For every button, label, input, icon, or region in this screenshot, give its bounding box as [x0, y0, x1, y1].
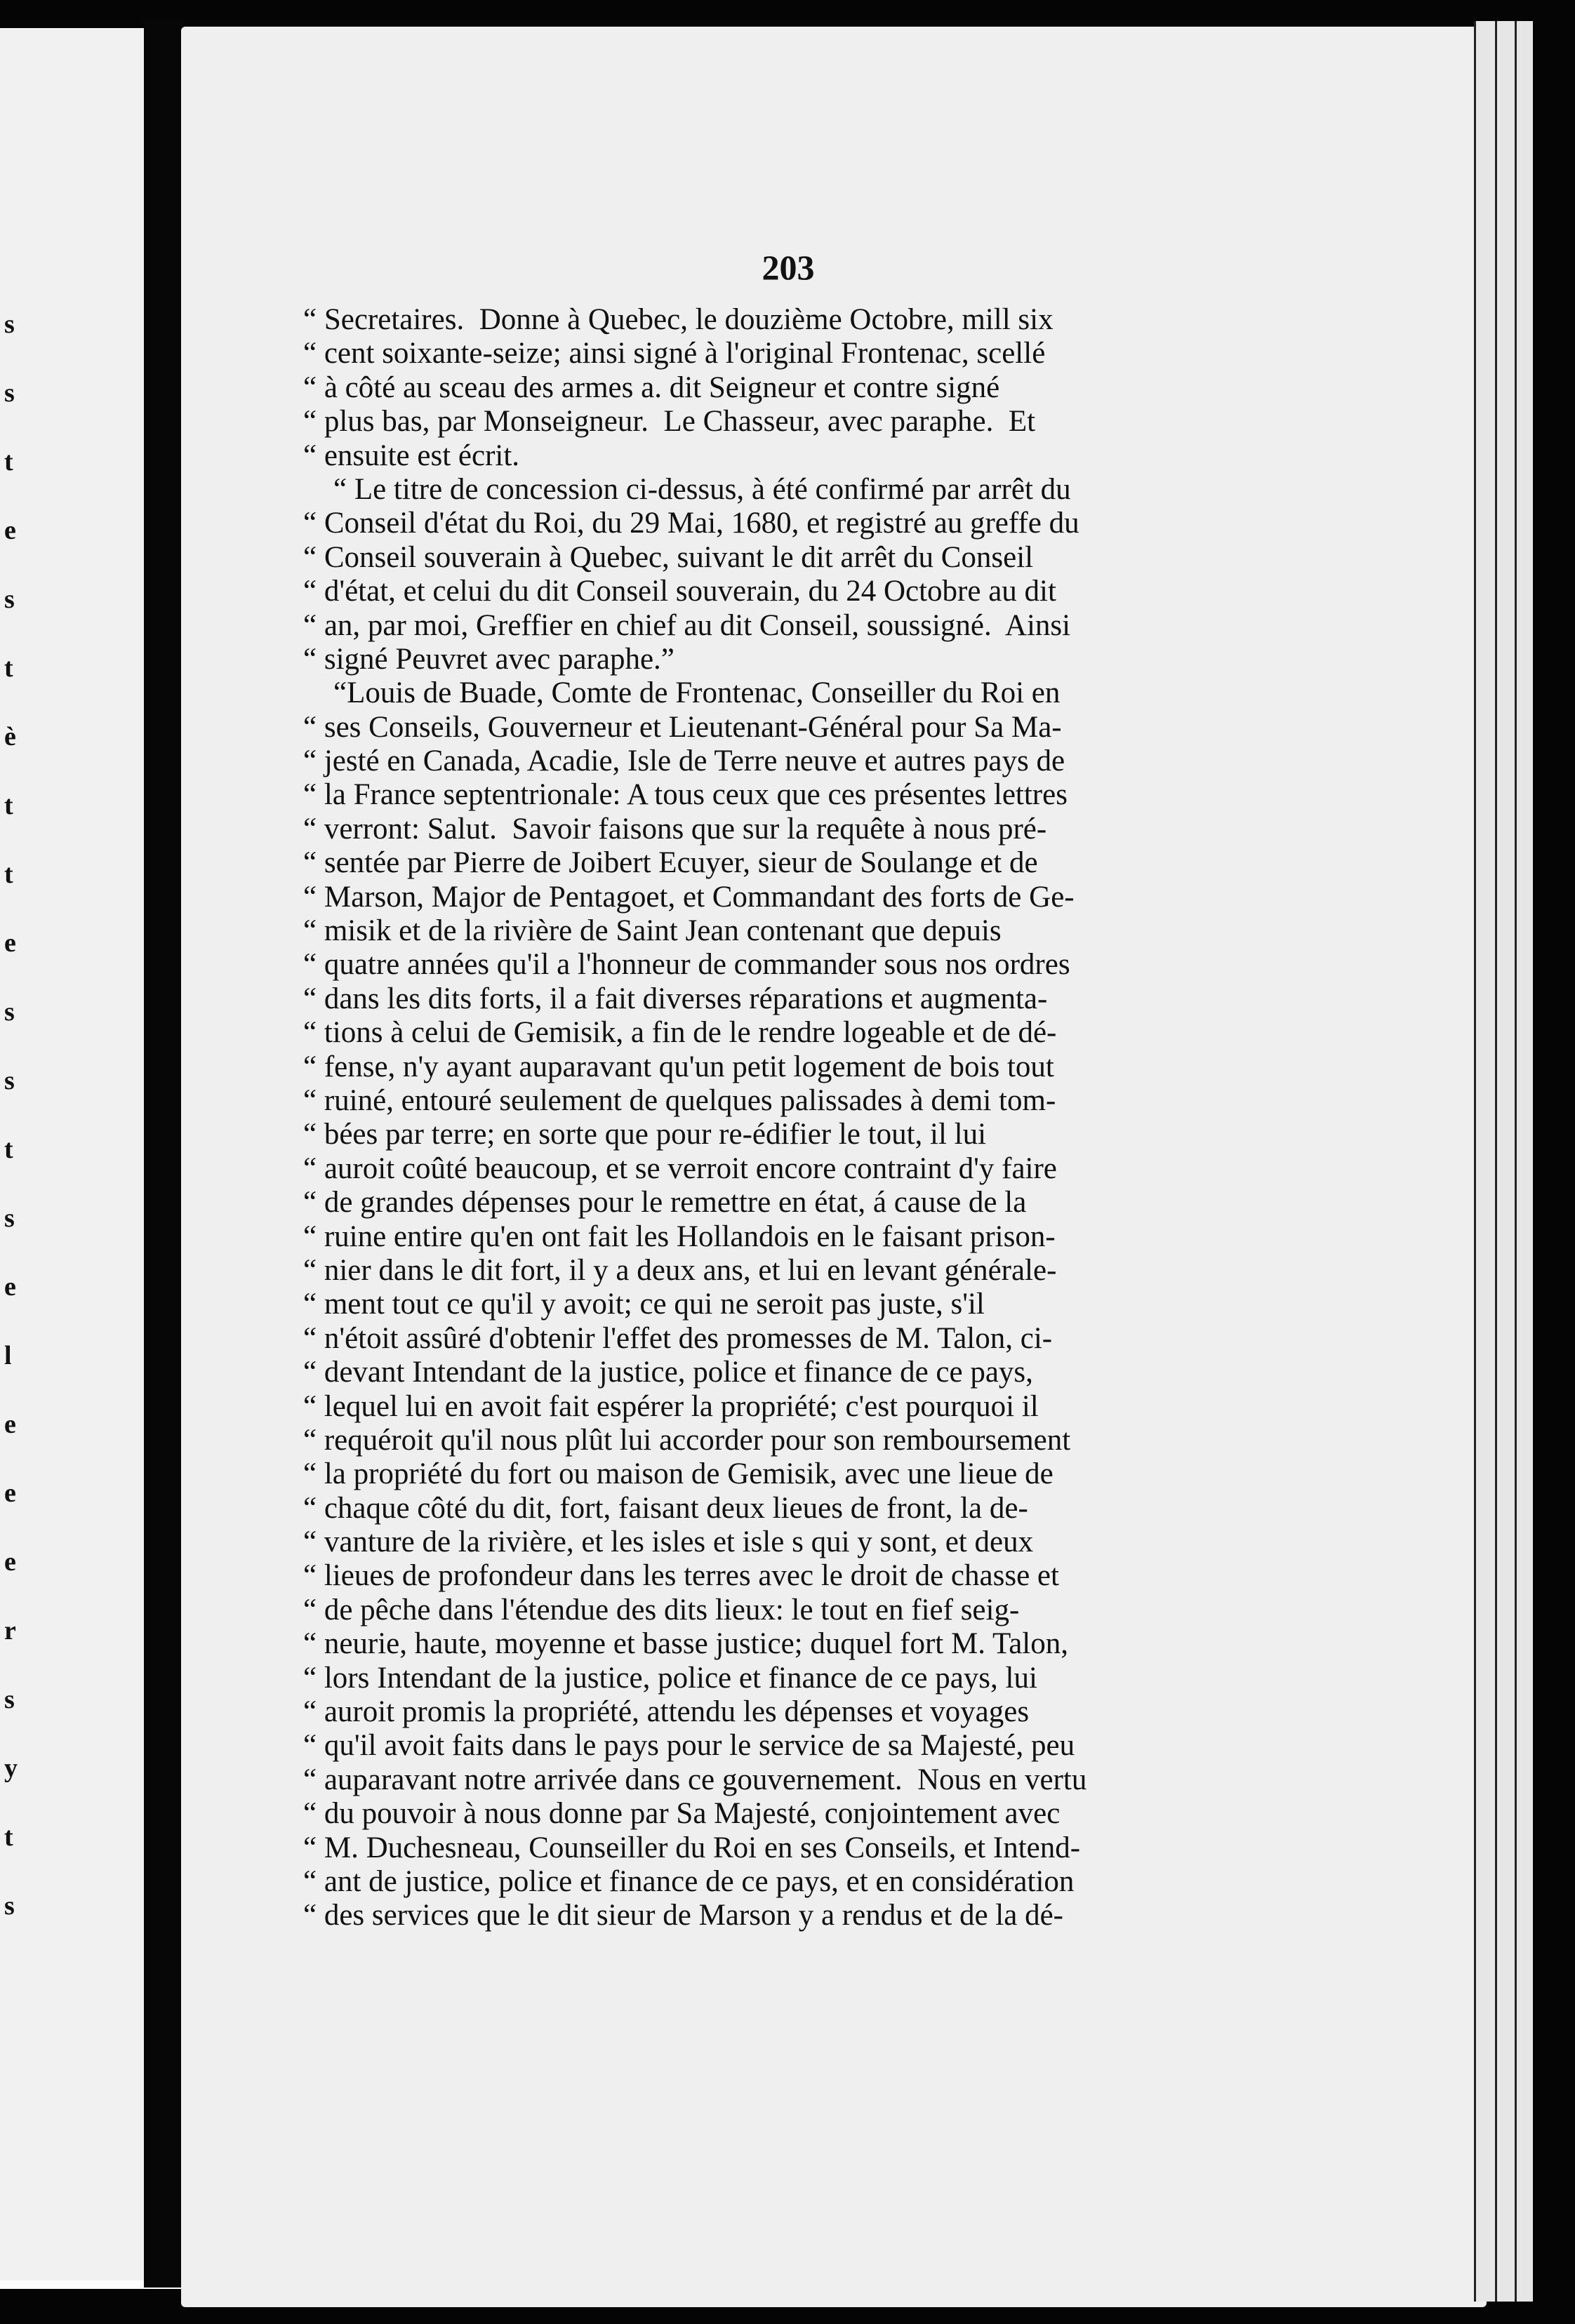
book-gutter — [144, 21, 185, 2288]
text-line: “ ruiné, entouré seulement de quelques palissades à demi tom- — [303, 1083, 1056, 1117]
page-number: 203 — [762, 248, 815, 287]
facing-page-fragment: s — [4, 309, 15, 339]
text-line: “ Secretaires. Donne à Quebec, le douzième Octobre, mill six — [303, 303, 1054, 336]
text-line: “ dans les dits forts, il a fait diverses réparations et augmenta- — [303, 982, 1048, 1015]
text-line: “ auroit coûté beaucoup, et se verroit encore contraint d'y faire — [303, 1151, 1057, 1185]
text-line: “ Marson, Major de Pentagoet, et Commandant des forts de Ge- — [303, 880, 1075, 914]
text-line: “ Conseil souverain à Quebec, suivant le dit arrêt du Conseil — [303, 540, 1034, 574]
page-edge-3 — [1515, 21, 1535, 2302]
text-line: “ qu'il avoit faits dans le pays pour le service de sa Majesté, peu — [303, 1729, 1075, 1763]
text-line: “ de grandes dépenses pour le remettre en état, á cause de la — [303, 1186, 1027, 1220]
facing-page-fragment: r — [4, 1616, 16, 1645]
text-line: “ tions à celui de Gemisik, a fin de le rendre logeable et de dé- — [303, 1016, 1057, 1050]
page-edge-1 — [1474, 21, 1497, 2302]
facing-page-fragment: e — [4, 1547, 16, 1577]
body-text — [303, 303, 1251, 1933]
text-line: “ ant de justice, police et finance de ce pays, et en considération — [303, 1864, 1075, 1898]
facing-page-fragment: e — [4, 928, 16, 958]
page-edge-2 — [1495, 21, 1517, 2302]
text-line: “ neurie, haute, moyenne et basse justice; duquel fort M. Talon, — [303, 1627, 1068, 1661]
text-line: “ des services que le dit sieur de Marson y a rendus et de la dé- — [303, 1899, 1063, 1932]
text-line: “ misik et de la rivière de Saint Jean contenant que depuis — [303, 914, 1002, 948]
facing-page-fragment: s — [4, 585, 15, 614]
facing-page-fragment: è — [4, 722, 16, 752]
text-line: “ nier dans le dit fort, il y a deux ans, et lui en levant générale- — [303, 1253, 1057, 1287]
text-line: “ ses Conseils, Gouverneur et Lieutenant-Général pour Sa Ma- — [303, 710, 1062, 744]
facing-page-fragment: e — [4, 1272, 16, 1302]
text-line: “ n'étoit assûré d'obtenir l'effet des promesses de M. Talon, ci- — [303, 1321, 1053, 1355]
text-line: “ requéroit qu'il nous plût lui accorder pour son remboursement — [303, 1423, 1071, 1457]
text-line: “ fense, n'y ayant auparavant qu'un petit logement de bois tout — [303, 1050, 1054, 1083]
facing-page-fragment: s — [4, 997, 15, 1027]
facing-page-letter-fragments — [0, 28, 21, 2280]
text-line: “ sentée par Pierre de Joibert Ecuyer, sieur de Soulange et de — [303, 846, 1038, 880]
text-line: “ d'état, et celui du dit Conseil souverain, du 24 Octobre au dit — [303, 575, 1056, 608]
text-line: “ Le titre de concession ci-dessus, à été confirmé par arrêt du — [303, 472, 1071, 506]
facing-page-edge — [0, 28, 147, 2280]
text-line: “ jesté en Canada, Acadie, Isle de Terre neuve et autres pays de — [303, 744, 1065, 778]
facing-page-fragment: t — [4, 1135, 13, 1164]
text-line: “ cent soixante-seize; ainsi signé à l'original Frontenac, scellé — [303, 337, 1046, 370]
text-line: “ la propriété du fort ou maison de Gemisik, avec une lieue de — [303, 1457, 1054, 1491]
facing-page-fragment: y — [4, 1754, 18, 1783]
facing-page-fragment: e — [4, 1478, 16, 1508]
text-line: “ du pouvoir à nous donne par Sa Majesté, conjointement avec — [303, 1797, 1061, 1831]
facing-page-fragment: s — [4, 1891, 15, 1921]
text-line: “ signé Peuvret avec paraphe.” — [303, 642, 674, 676]
facing-page-fragment: t — [4, 860, 13, 889]
text-line: “ lieues de profondeur dans les terres avec le droit de chasse et — [303, 1559, 1059, 1593]
text-line: “ vanture de la rivière, et les isles et isle s qui y sont, et deux — [303, 1525, 1034, 1559]
text-line: “ chaque côté du dit, fort, faisant deux lieues de front, la de- — [303, 1491, 1028, 1525]
facing-page-fragment: e — [4, 516, 16, 545]
text-line: “ auparavant notre arrivée dans ce gouvernement. Nous en vertu — [303, 1763, 1087, 1796]
text-line: “ de pêche dans l'étendue des dits lieux: le tout en fief seig- — [303, 1593, 1020, 1627]
facing-page-fragment: e — [4, 1410, 16, 1439]
right-scan-border — [1533, 0, 1575, 2324]
text-line: “ devant Intendant de la justice, police et finance de ce pays, — [303, 1356, 1033, 1389]
text-line: “ plus bas, par Monseigneur. Le Chasseur, avec paraphe. Et — [303, 405, 1036, 439]
text-line: “ bées par terre; en sorte que pour re-édifier le tout, il lui — [303, 1118, 987, 1151]
text-line: “ ment tout ce qu'il y avoit; ce qui ne seroit pas juste, s'il — [303, 1288, 985, 1321]
text-line: “ la France septentrionale: A tous ceux que ces présentes lettres — [303, 778, 1068, 812]
text-line: “ ensuite est écrit. — [303, 439, 520, 472]
text-line: “ M. Duchesneau, Counseiller du Roi en ses Conseils, et Intend- — [303, 1831, 1081, 1864]
facing-page-fragment: l — [4, 1341, 12, 1370]
text-line: “ verront: Salut. Savoir faisons que sur la requête à nous pré- — [303, 812, 1047, 846]
text-line: “ quatre années qu'il a l'honneur de commander sous nos ordres — [303, 948, 1070, 982]
facing-page-fragment: t — [4, 1822, 13, 1852]
facing-page-fragment: s — [4, 1203, 15, 1233]
text-line: “ auroit promis la propriété, attendu les dépenses et voyages — [303, 1695, 1030, 1729]
top-scan-border — [0, 0, 1575, 28]
facing-page-fragment: t — [4, 791, 13, 820]
text-line: “Louis de Buade, Comte de Frontenac, Conseiller du Roi en — [303, 676, 1061, 710]
text-line: “ lequel lui en avoit fait espérer la propriété; c'est pourquoi il — [303, 1389, 1039, 1423]
text-line: “ à côté au sceau des armes a. dit Seigneur et contre signé — [303, 370, 1000, 404]
text-line: “ ruine entire qu'en ont fait les Hollandois en le faisant prison- — [303, 1220, 1056, 1253]
facing-page-fragment: t — [4, 653, 13, 683]
facing-page-fragment: s — [4, 378, 15, 408]
facing-page-fragment: t — [4, 447, 13, 476]
text-line: “ an, par moi, Greffier en chief au dit Conseil, soussigné. Ainsi — [303, 608, 1071, 642]
text-line: “ lors Intendant de la justice, police et finance de ce pays, lui — [303, 1661, 1037, 1695]
facing-page-fragment: s — [4, 1066, 15, 1095]
text-line: “ Conseil d'état du Roi, du 29 Mai, 1680, et registré au greffe du — [303, 507, 1079, 540]
facing-page-fragment: s — [4, 1685, 15, 1714]
